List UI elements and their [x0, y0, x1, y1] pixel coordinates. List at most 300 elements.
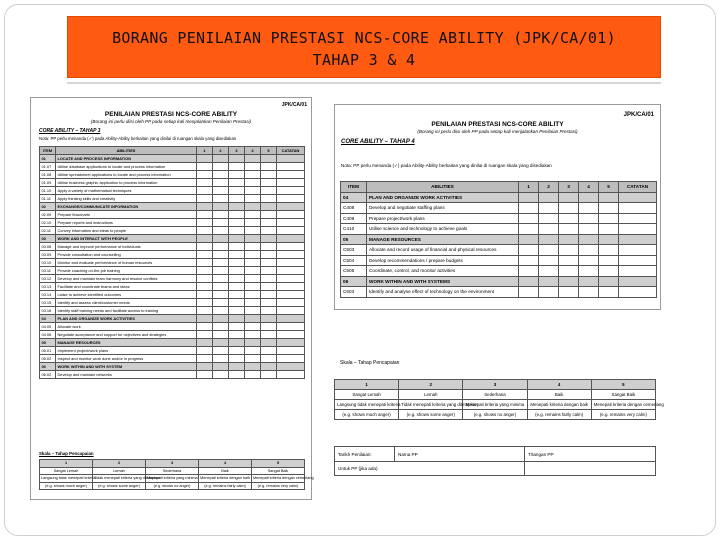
score-cell[interactable] — [261, 323, 277, 331]
score-cell[interactable] — [197, 259, 213, 267]
score-cell[interactable] — [519, 287, 539, 298]
score-cell[interactable] — [261, 179, 277, 187]
score-cell[interactable] — [213, 163, 229, 171]
column-header: 5 — [599, 182, 619, 193]
score-cell[interactable] — [261, 363, 277, 371]
remarks-cell[interactable] — [619, 224, 657, 235]
score-cell[interactable] — [197, 203, 213, 211]
scale-number: 1 — [335, 380, 399, 390]
score-cell[interactable] — [229, 331, 245, 339]
table-row — [40, 371, 305, 379]
item-code: 01.08 — [40, 171, 56, 179]
score-cell[interactable] — [197, 339, 213, 347]
score-cell[interactable] — [229, 179, 245, 187]
score-cell[interactable] — [197, 323, 213, 331]
score-cell[interactable] — [519, 245, 539, 256]
remarks-cell[interactable] — [277, 211, 305, 219]
ability-text: Apply thinking skills and creativity — [56, 195, 197, 203]
remarks-cell[interactable] — [277, 267, 305, 275]
item-code: C504 — [341, 255, 367, 266]
score-cell[interactable] — [245, 315, 261, 323]
score-cell[interactable] — [229, 339, 245, 347]
scale-label: Sangat Baik — [591, 390, 655, 400]
score-cell[interactable] — [213, 307, 229, 315]
score-cell[interactable] — [197, 235, 213, 243]
score-cell[interactable] — [579, 276, 599, 287]
remarks-cell[interactable] — [619, 234, 657, 245]
ability-text: Identify staff training needs and facilitate access to training — [56, 307, 197, 315]
score-cell[interactable] — [197, 163, 213, 171]
score-cell[interactable] — [229, 315, 245, 323]
score-cell[interactable] — [579, 192, 599, 203]
remarks-cell[interactable] — [277, 219, 305, 227]
score-cell[interactable] — [213, 187, 229, 195]
score-cell[interactable] — [261, 307, 277, 315]
score-cell[interactable] — [197, 275, 213, 283]
column-header: 4 — [579, 182, 599, 193]
score-cell[interactable] — [197, 347, 213, 355]
form-page-level-4 — [334, 104, 661, 310]
score-cell[interactable] — [197, 299, 213, 307]
score-cell[interactable] — [261, 299, 277, 307]
scale-number: 2 — [399, 380, 463, 390]
score-cell[interactable] — [559, 266, 579, 277]
score-cell[interactable] — [579, 213, 599, 224]
score-cell[interactable] — [245, 331, 261, 339]
score-cell[interactable] — [261, 163, 277, 171]
score-cell[interactable] — [599, 266, 619, 277]
score-cell[interactable] — [261, 355, 277, 363]
score-cell[interactable] — [559, 213, 579, 224]
abilities-table — [39, 146, 305, 379]
ability-text: Coordinate, control, and monitor activities — [367, 266, 519, 277]
score-cell[interactable] — [213, 235, 229, 243]
score-cell[interactable] — [599, 245, 619, 256]
score-cell[interactable] — [539, 266, 559, 277]
score-cell[interactable] — [229, 187, 245, 195]
score-cell[interactable] — [539, 192, 559, 203]
remarks-cell[interactable] — [277, 155, 305, 163]
score-cell[interactable] — [229, 251, 245, 259]
remarks-cell[interactable] — [277, 291, 305, 299]
score-cell[interactable] — [245, 179, 261, 187]
score-cell[interactable] — [261, 371, 277, 379]
remarks-cell[interactable] — [619, 192, 657, 203]
score-cell[interactable] — [539, 213, 559, 224]
score-cell[interactable] — [245, 219, 261, 227]
score-cell[interactable] — [261, 267, 277, 275]
table-row — [40, 251, 305, 259]
score-cell[interactable] — [245, 251, 261, 259]
score-cell[interactable] — [519, 224, 539, 235]
item-code: 03 — [40, 235, 56, 243]
score-cell[interactable] — [261, 195, 277, 203]
score-cell[interactable] — [197, 331, 213, 339]
score-cell[interactable] — [197, 307, 213, 315]
score-cell[interactable] — [599, 224, 619, 235]
score-cell[interactable] — [579, 224, 599, 235]
score-cell[interactable] — [197, 243, 213, 251]
score-cell[interactable] — [245, 339, 261, 347]
score-cell[interactable] — [245, 235, 261, 243]
score-cell[interactable] — [245, 363, 261, 371]
scale-description: Menepati kriteria yang minima — [147, 476, 198, 480]
item-code: 03.13 — [40, 283, 56, 291]
score-cell[interactable] — [197, 251, 213, 259]
score-cell[interactable] — [245, 283, 261, 291]
score-cell[interactable] — [245, 171, 261, 179]
table-row — [40, 275, 305, 283]
score-cell[interactable] — [261, 275, 277, 283]
remarks-cell[interactable] — [277, 283, 305, 291]
score-cell[interactable] — [213, 251, 229, 259]
score-cell[interactable] — [213, 243, 229, 251]
score-cell[interactable] — [213, 227, 229, 235]
score-cell[interactable] — [579, 287, 599, 298]
score-cell[interactable] — [261, 219, 277, 227]
scale-number: 5 — [591, 380, 655, 390]
score-cell[interactable] — [245, 267, 261, 275]
table-row — [341, 245, 657, 256]
scale-label: Sederhana — [146, 467, 199, 475]
remarks-cell[interactable] — [277, 331, 305, 339]
score-cell[interactable] — [213, 171, 229, 179]
score-cell[interactable] — [213, 275, 229, 283]
score-cell[interactable] — [261, 235, 277, 243]
score-cell[interactable] — [229, 283, 245, 291]
remarks-cell[interactable] — [277, 235, 305, 243]
remarks-cell[interactable] — [277, 299, 305, 307]
score-cell[interactable] — [245, 323, 261, 331]
score-cell[interactable] — [559, 234, 579, 245]
score-cell[interactable] — [229, 291, 245, 299]
score-cell[interactable] — [245, 203, 261, 211]
score-cell[interactable] — [213, 291, 229, 299]
ability-text: PLAN AND ORGANIZE WORK ACTIVITIES — [367, 192, 519, 203]
score-cell[interactable] — [229, 307, 245, 315]
score-cell[interactable] — [229, 235, 245, 243]
score-cell[interactable] — [229, 371, 245, 379]
score-cell[interactable] — [229, 363, 245, 371]
remarks-cell[interactable] — [277, 323, 305, 331]
score-cell[interactable] — [213, 259, 229, 267]
score-cell[interactable] — [599, 192, 619, 203]
score-cell[interactable] — [213, 219, 229, 227]
score-cell[interactable] — [229, 259, 245, 267]
score-cell[interactable] — [229, 195, 245, 203]
remarks-cell[interactable] — [619, 276, 657, 287]
score-cell[interactable] — [261, 339, 277, 347]
score-cell[interactable] — [213, 339, 229, 347]
score-cell[interactable] — [245, 195, 261, 203]
column-header: 1 — [519, 182, 539, 193]
scale-number: 2 — [93, 460, 146, 468]
score-cell[interactable] — [261, 259, 277, 267]
remarks-cell[interactable] — [277, 179, 305, 187]
score-cell[interactable] — [229, 219, 245, 227]
form-code: JPK/CA/01 — [281, 102, 307, 108]
score-cell[interactable] — [599, 234, 619, 245]
score-cell[interactable] — [261, 155, 277, 163]
score-cell[interactable] — [245, 355, 261, 363]
item-code: 06.02 — [40, 371, 56, 379]
score-cell[interactable] — [229, 275, 245, 283]
score-cell[interactable] — [213, 155, 229, 163]
score-cell[interactable] — [229, 243, 245, 251]
item-code: 04 — [341, 192, 367, 203]
ability-text: Liaise to achieve identified outcomes — [56, 291, 197, 299]
score-cell[interactable] — [519, 234, 539, 245]
form-section-title: CORE ABILITY – TAHAP 3 — [39, 128, 101, 134]
ability-text: LOCATE AND PROCESS INFORMATION — [56, 155, 197, 163]
score-cell[interactable] — [213, 203, 229, 211]
scale-number: 5 — [252, 460, 305, 468]
score-cell[interactable] — [245, 299, 261, 307]
score-cell[interactable] — [229, 267, 245, 275]
remarks-cell[interactable] — [277, 307, 305, 315]
score-cell[interactable] — [197, 267, 213, 275]
score-cell[interactable] — [197, 195, 213, 203]
score-cell[interactable] — [261, 331, 277, 339]
table-row — [40, 227, 305, 235]
scale-description: Menepati kriteria dengan cemerlang — [253, 476, 314, 480]
score-cell[interactable] — [539, 245, 559, 256]
score-cell[interactable] — [579, 234, 599, 245]
score-cell[interactable] — [245, 371, 261, 379]
score-cell[interactable] — [213, 315, 229, 323]
score-cell[interactable] — [261, 203, 277, 211]
score-cell[interactable] — [229, 203, 245, 211]
score-cell[interactable] — [213, 299, 229, 307]
score-cell[interactable] — [261, 315, 277, 323]
remarks-cell[interactable] — [277, 187, 305, 195]
score-cell[interactable] — [261, 291, 277, 299]
remarks-cell[interactable] — [277, 203, 305, 211]
item-code: C503 — [341, 245, 367, 256]
scale-example: (e.g. shows no anger) — [146, 482, 199, 490]
remarks-cell[interactable] — [619, 203, 657, 214]
score-cell[interactable] — [245, 291, 261, 299]
item-code: 03.11 — [40, 267, 56, 275]
abilities-table — [340, 181, 657, 298]
score-cell[interactable] — [197, 363, 213, 371]
score-cell[interactable] — [213, 331, 229, 339]
score-cell[interactable] — [539, 224, 559, 235]
remarks-cell[interactable] — [619, 266, 657, 277]
table-header-row — [341, 182, 657, 193]
score-cell[interactable] — [559, 245, 579, 256]
score-cell[interactable] — [261, 211, 277, 219]
remarks-cell[interactable] — [619, 287, 657, 298]
score-cell[interactable] — [519, 213, 539, 224]
score-cell[interactable] — [197, 355, 213, 363]
remarks-cell[interactable] — [277, 347, 305, 355]
item-code: 01.11 — [40, 195, 56, 203]
remarks-cell[interactable] — [277, 259, 305, 267]
scale-number: 3 — [463, 380, 527, 390]
score-cell[interactable] — [213, 347, 229, 355]
score-cell[interactable] — [559, 203, 579, 214]
score-cell[interactable] — [229, 347, 245, 355]
score-cell[interactable] — [245, 211, 261, 219]
score-cell[interactable] — [539, 255, 559, 266]
remarks-cell[interactable] — [619, 255, 657, 266]
score-cell[interactable] — [229, 323, 245, 331]
score-cell[interactable] — [213, 323, 229, 331]
score-cell[interactable] — [213, 363, 229, 371]
score-cell[interactable] — [213, 355, 229, 363]
ability-text: Prepare reports and instructions — [56, 219, 197, 227]
score-cell[interactable] — [579, 266, 599, 277]
score-cell[interactable] — [245, 243, 261, 251]
score-cell[interactable] — [245, 275, 261, 283]
ability-text: Develop and negotiate staffing plans — [367, 203, 519, 214]
score-cell[interactable] — [245, 347, 261, 355]
score-cell[interactable] — [197, 227, 213, 235]
score-cell[interactable] — [197, 155, 213, 163]
column-header: ITEM — [40, 147, 56, 155]
score-cell[interactable] — [599, 213, 619, 224]
score-cell[interactable] — [229, 355, 245, 363]
score-cell[interactable] — [213, 195, 229, 203]
score-cell[interactable] — [519, 203, 539, 214]
score-cell[interactable] — [261, 283, 277, 291]
score-cell[interactable] — [559, 192, 579, 203]
score-cell[interactable] — [599, 287, 619, 298]
score-cell[interactable] — [229, 299, 245, 307]
score-cell[interactable] — [261, 251, 277, 259]
score-cell[interactable] — [197, 291, 213, 299]
score-cell[interactable] — [245, 187, 261, 195]
score-cell[interactable] — [245, 259, 261, 267]
item-code: 02.11 — [40, 227, 56, 235]
remarks-cell[interactable] — [277, 315, 305, 323]
score-cell[interactable] — [519, 255, 539, 266]
score-cell[interactable] — [559, 255, 579, 266]
score-cell[interactable] — [559, 276, 579, 287]
slide-title: BORANG PENILAIAN PRESTASI NCS-CORE ABILITY (JPK/CA/01) — [112, 29, 616, 47]
table-group-row — [40, 155, 305, 163]
assessor-name-label: Nama PP — [395, 447, 525, 462]
ability-text: Allocate and record usage of financial and physical resources — [367, 245, 519, 256]
table-group-row — [40, 339, 305, 347]
score-cell[interactable] — [197, 219, 213, 227]
score-cell[interactable] — [539, 276, 559, 287]
scale-caption: Skala – Tahap Pencapaian — [39, 451, 94, 456]
score-cell[interactable] — [213, 267, 229, 275]
score-cell[interactable] — [245, 163, 261, 171]
score-cell[interactable] — [197, 171, 213, 179]
score-cell[interactable] — [261, 243, 277, 251]
score-cell[interactable] — [245, 227, 261, 235]
score-cell[interactable] — [213, 179, 229, 187]
remarks-cell[interactable] — [277, 251, 305, 259]
score-cell[interactable] — [579, 203, 599, 214]
score-cell[interactable] — [213, 371, 229, 379]
scale-label: Sangat Lemah — [335, 390, 399, 400]
score-cell[interactable] — [197, 371, 213, 379]
score-cell[interactable] — [539, 234, 559, 245]
remarks-cell[interactable] — [277, 227, 305, 235]
remarks-cell[interactable] — [277, 355, 305, 363]
score-cell[interactable] — [261, 347, 277, 355]
score-cell[interactable] — [261, 187, 277, 195]
remarks-cell[interactable] — [619, 245, 657, 256]
score-cell[interactable] — [519, 276, 539, 287]
scale-example: (e.g. shows some anger) — [399, 410, 463, 420]
remarks-cell[interactable] — [277, 371, 305, 379]
remarks-cell[interactable] — [277, 195, 305, 203]
scale-row — [40, 482, 305, 490]
remarks-cell[interactable] — [277, 163, 305, 171]
item-code: C505 — [341, 266, 367, 277]
form-subheading: (Borang ini perlu diisi oleh PP pada setiap kali menjalankan Penilaian Prestasi) — [417, 129, 578, 134]
scale-table — [39, 459, 314, 490]
score-cell[interactable] — [599, 255, 619, 266]
score-cell[interactable] — [197, 315, 213, 323]
score-cell[interactable] — [261, 171, 277, 179]
scale-table — [334, 379, 664, 420]
score-cell[interactable] — [197, 187, 213, 195]
score-cell[interactable] — [261, 227, 277, 235]
score-cell[interactable] — [213, 211, 229, 219]
score-cell[interactable] — [229, 155, 245, 163]
item-code: 05 — [40, 339, 56, 347]
score-cell[interactable] — [599, 203, 619, 214]
score-cell[interactable] — [599, 276, 619, 287]
remarks-cell[interactable] — [277, 171, 305, 179]
score-cell[interactable] — [539, 287, 559, 298]
column-header: 1 — [197, 147, 213, 155]
remarks-cell[interactable] — [277, 243, 305, 251]
remarks-cell[interactable] — [277, 363, 305, 371]
score-cell[interactable] — [197, 179, 213, 187]
score-cell[interactable] — [229, 211, 245, 219]
remarks-cell[interactable] — [277, 339, 305, 347]
score-cell[interactable] — [559, 287, 579, 298]
ability-text: Utilise science and technology to achieve goals — [367, 224, 519, 235]
score-cell[interactable] — [197, 283, 213, 291]
score-cell[interactable] — [245, 155, 261, 163]
remarks-cell[interactable] — [277, 275, 305, 283]
score-cell[interactable] — [579, 255, 599, 266]
table-row — [40, 323, 305, 331]
score-cell[interactable] — [229, 163, 245, 171]
score-cell[interactable] — [519, 266, 539, 277]
ability-text: Develop and maintain networks — [56, 371, 197, 379]
remarks-cell[interactable] — [619, 213, 657, 224]
scale-example: (e.g. shows much anger) — [335, 410, 399, 420]
ability-text: WORK AND INTERACT WITH PEOPLE — [56, 235, 197, 243]
table-row — [341, 224, 657, 235]
scale-example: (e.g. remains very calm) — [252, 482, 305, 490]
item-code: 05.01 — [40, 347, 56, 355]
score-cell[interactable] — [229, 227, 245, 235]
score-cell[interactable] — [213, 283, 229, 291]
form-code: JPK/CA/01 — [623, 112, 654, 118]
score-cell[interactable] — [197, 211, 213, 219]
score-cell[interactable] — [539, 203, 559, 214]
score-cell[interactable] — [245, 307, 261, 315]
table-row — [40, 355, 305, 363]
score-cell[interactable] — [519, 192, 539, 203]
score-cell[interactable] — [579, 245, 599, 256]
ability-text: Provide consultation and counselling — [56, 251, 197, 259]
score-cell[interactable] — [229, 171, 245, 179]
score-cell[interactable] — [559, 224, 579, 235]
scale-number: 4 — [199, 460, 252, 468]
item-code: 03.08 — [40, 243, 56, 251]
